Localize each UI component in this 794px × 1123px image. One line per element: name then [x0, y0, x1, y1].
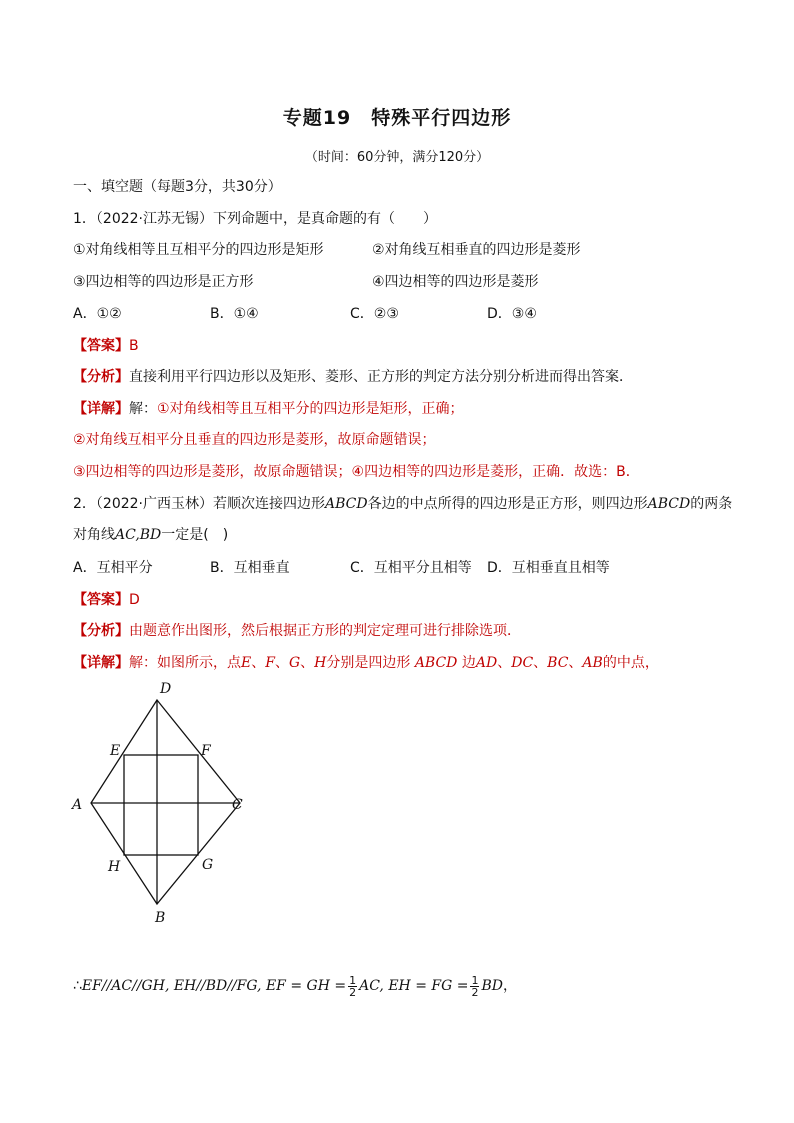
q2-answer-value: D	[129, 592, 140, 608]
q2-side-ad: AD	[475, 655, 498, 671]
q2-conclusion	[73, 973, 517, 999]
q2-sep-4: 、	[497, 655, 512, 671]
label-c: C	[232, 797, 243, 813]
q1-detail-solve: 解：	[129, 401, 157, 417]
q1-analysis-text: 直接利用平行四边形以及矩形、菱形、正方形的判定方法分别分析进而得出答案．	[129, 369, 633, 385]
q2-conclusion-part-3: BD	[481, 978, 503, 994]
label-d: D	[160, 681, 172, 697]
q2-answer-tag: 【答案】	[73, 592, 129, 608]
q2-stem-part-b: 各边的中点所得的四边形是正方形，则四边形	[367, 496, 648, 512]
q2-analysis	[73, 621, 521, 641]
q2-point-g: G	[288, 655, 301, 671]
q1-answer	[73, 336, 139, 356]
q2-detail-tag: 【详解】	[73, 655, 129, 671]
q2-point-e: E	[241, 655, 252, 671]
q1-option-b: B．①④	[210, 306, 259, 322]
fraction-numerator-2: 1	[471, 973, 479, 987]
q1-detail-tag: 【详解】	[73, 401, 129, 417]
fraction-denominator-1: 2	[349, 985, 357, 999]
q2-quad-abcd-2: ABCD	[647, 496, 691, 512]
q2-detail-part-d: 的中点，	[602, 655, 659, 671]
q1-option-c: C．②③	[350, 306, 399, 322]
label-b: B	[155, 910, 166, 925]
q2-stem-part-a: 2．（2022·广西玉林）若顺次连接四边形	[73, 496, 325, 512]
therefore-symbol: ∴	[73, 978, 82, 994]
q2-sep-1: 、	[251, 655, 266, 671]
q2-conclusion-part-2: AC, EH = FG =	[359, 978, 469, 994]
q2-diagonals: AC,BD	[115, 527, 162, 543]
q1-detail	[73, 399, 464, 419]
q1-options	[73, 304, 633, 324]
q2-detail-part-c: 边	[461, 655, 476, 671]
rhombus-figure	[60, 675, 260, 925]
q1-answer-value: B	[129, 338, 139, 354]
fraction-denominator-2: 2	[471, 985, 479, 999]
q2-analysis-text: 由题意作出图形，然后根据正方形的判定定理可进行排除选项．	[129, 623, 521, 639]
fraction-half-2	[470, 975, 479, 998]
label-e: E	[110, 743, 121, 759]
q2-sep-3: 、	[300, 655, 315, 671]
q2-stem-line-2	[73, 525, 228, 545]
q1-statement-4: ④四边相等的四边形是菱形	[372, 274, 539, 290]
q1-option-a: A．①②	[73, 306, 122, 322]
q2-point-f: F	[265, 655, 275, 671]
q2-sep-2: 、	[274, 655, 289, 671]
q2-side-bc: BC	[547, 655, 569, 671]
q2-answer	[73, 590, 140, 610]
q2-analysis-tag: 【分析】	[73, 623, 129, 639]
label-g: G	[202, 857, 214, 873]
q2-conclusion-comma: ，	[502, 978, 517, 994]
q2-stem-part-c: 的两条	[690, 496, 733, 512]
page-title: 专题19 特殊平行四边形	[282, 107, 512, 129]
q2-quad-abcd-1: ABCD	[325, 496, 368, 512]
page-subtitle: （时间：60分钟，满分120分）	[304, 150, 490, 165]
q2-option-a: A．互相平分	[73, 560, 153, 576]
q2-sep-6: 、	[568, 655, 583, 671]
label-a: A	[72, 797, 83, 813]
q1-analysis-tag: 【分析】	[73, 369, 129, 385]
q2-option-c: C．互相平分且相等	[350, 560, 472, 576]
q2-quad-abcd-3: ABCD	[414, 655, 458, 671]
q1-analysis	[73, 367, 633, 387]
q2-detail-part-a: 解：如图所示，点	[129, 655, 241, 671]
fraction-numerator-1: 1	[349, 973, 357, 987]
q2-detail	[73, 653, 659, 673]
q2-detail-part-b: 分别是四边形	[326, 655, 411, 671]
q2-sep-5: 、	[533, 655, 548, 671]
q2-stem-line-1	[73, 494, 732, 514]
q1-stem: 1．（2022·江苏无锡）下列命题中，是真命题的有（ ）	[73, 211, 437, 227]
section-heading: 一、填空题（每题3分，共30分）	[73, 179, 282, 195]
q1-detail-line-2: ②对角线互相平分且垂直的四边形是菱形，故原命题错误；	[73, 432, 436, 448]
q1-answer-tag: 【答案】	[73, 338, 129, 354]
label-f: F	[201, 743, 211, 759]
q2-options	[73, 558, 633, 578]
q1-detail-line-3: ③四边相等的四边形是菱形，故原命题错误；④四边相等的四边形是菱形，正确．故选：B．	[73, 464, 640, 480]
quad-efgh	[124, 755, 198, 855]
fraction-half-1	[348, 975, 357, 998]
q2-side-dc: DC	[511, 655, 534, 671]
q2-stem-part-e: 一定是( )	[161, 527, 229, 543]
label-h: H	[108, 859, 121, 875]
q2-option-d: D．互相垂直且相等	[487, 560, 610, 576]
q1-statement-2: ②对角线互相垂直的四边形是菱形	[372, 242, 581, 258]
q2-conclusion-part-1: EF//AC//GH, EH//BD//FG, EF = GH =	[81, 978, 347, 994]
q2-stem-part-d: 对角线	[73, 527, 115, 543]
q2-point-h: H	[314, 655, 327, 671]
q1-option-d: D．③④	[487, 306, 537, 322]
q1-detail-line-1: ①对角线相等且互相平分的四边形是矩形，正确；	[157, 401, 464, 417]
q2-side-ab: AB	[582, 655, 603, 671]
q1-statement-1: ①对角线相等且互相平分的四边形是矩形	[73, 242, 324, 258]
q1-statement-3: ③四边相等的四边形是正方形	[73, 274, 254, 290]
q2-option-b: B．互相垂直	[210, 560, 290, 576]
